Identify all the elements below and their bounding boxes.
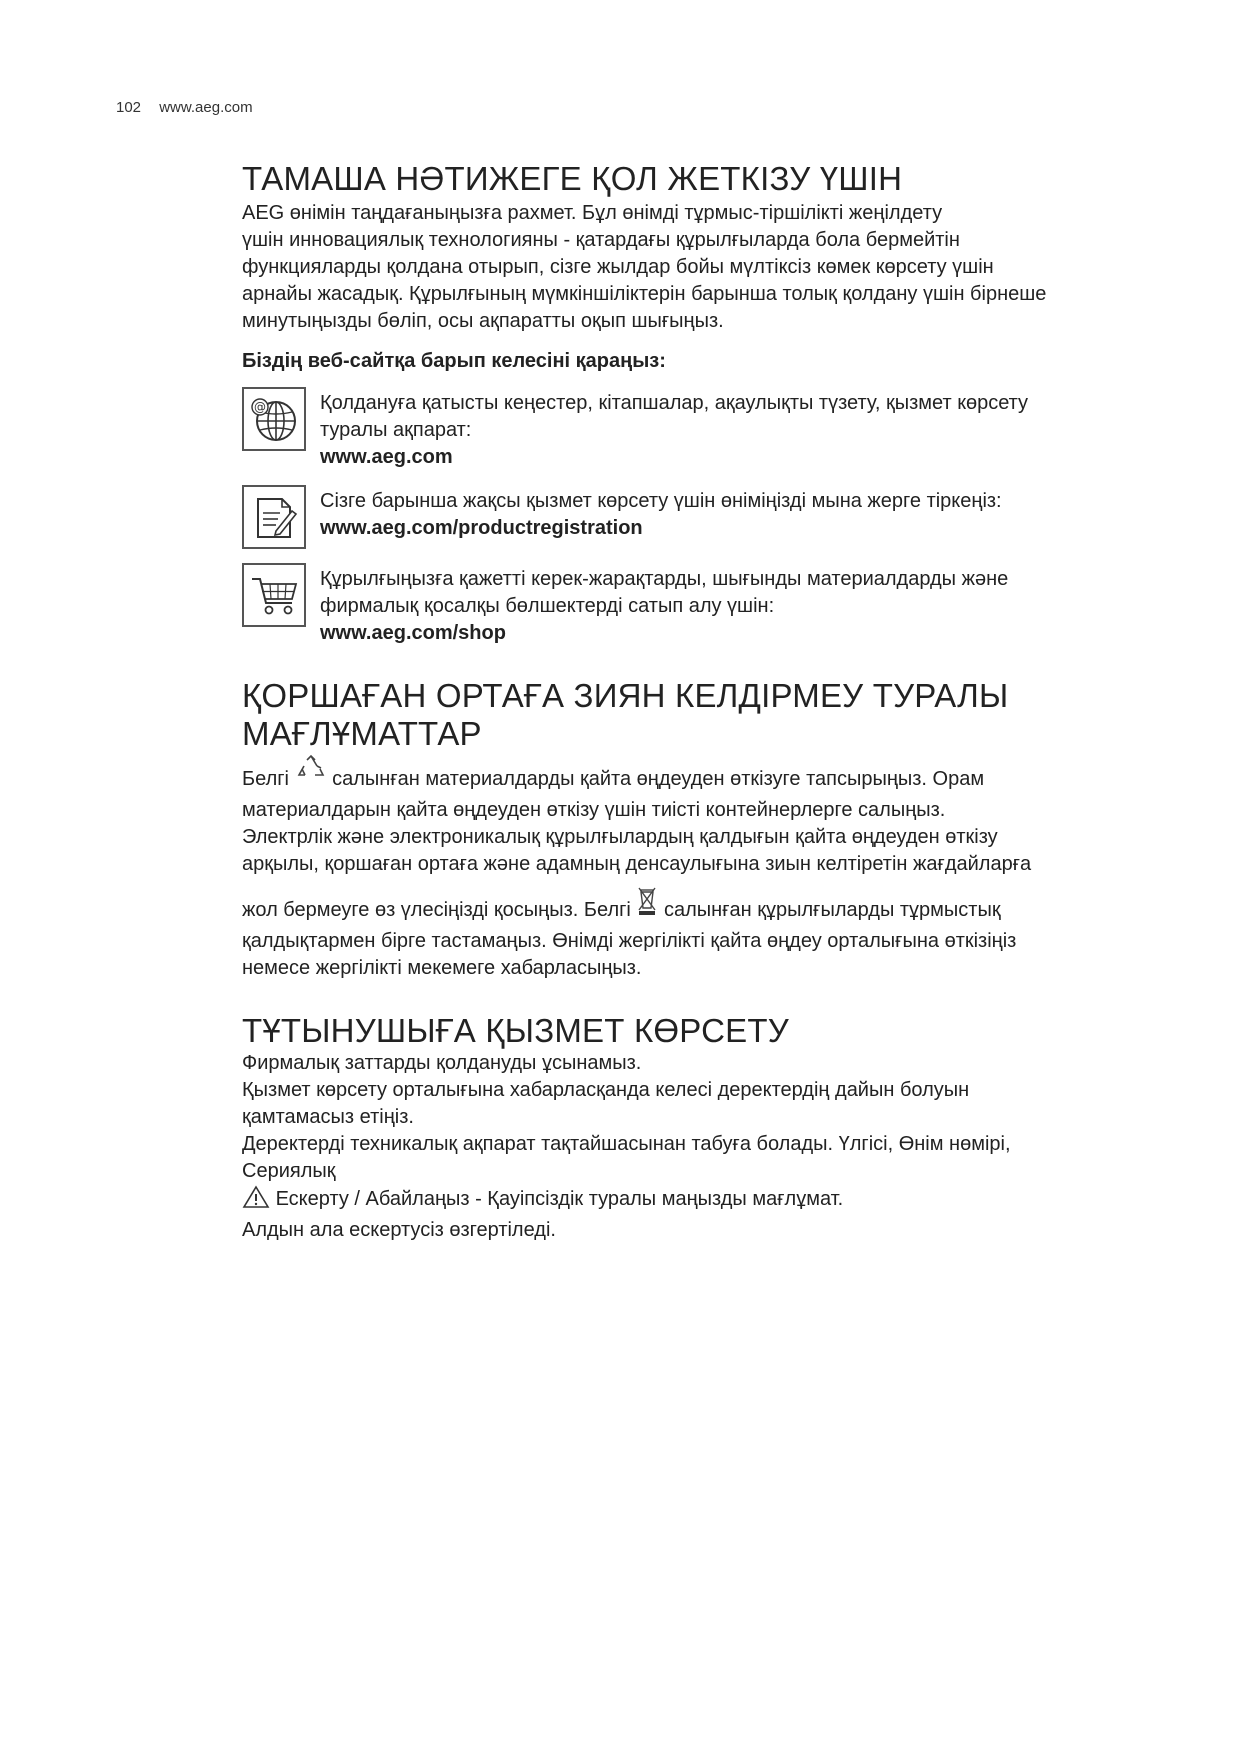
globe-icon [242,387,306,451]
header-site-url[interactable]: www.aeg.com [159,99,253,116]
service-line: Алдын ала ескертусіз өзгертіледі. [242,1219,556,1241]
environment-text: Белгі [242,768,289,790]
environment-text: салынған құрылғыларды тұрмыстық [664,899,1001,921]
page-header [116,99,253,116]
intro-line: минутыңызды бөліп, осы ақпаратты оқып шығыңыз. [242,310,724,332]
info-item-shop [242,563,1142,647]
registration-icon [242,485,306,549]
intro-paragraph [242,200,1142,335]
environment-line: арқылы, қоршаған ортаға және адамның денсаулығына зиын келтіретін жағдайларға [242,853,1032,875]
registration-line: Сізге барынша жақсы қызмет көрсету үшін өніміңізді мына жерге тіркеңіз: [320,490,1002,512]
support-line: туралы ақпарат: [320,419,472,441]
environment-line [242,886,1142,928]
environment-line: материалдарын қайта өңдеуден өткізу үшін тиісті контейнерлерге салыңыз. [242,799,946,821]
service-line: Фирмалық заттарды қолдануды ұсынамыз. [242,1052,642,1074]
intro-line: AEG өнімін таңдағаныңызға рахмет. Бұл өнімді тұрмыс-тіршілікті жеңілдету [242,202,943,224]
section-title-best-results: ТАМАША НӘТИЖЕГЕ ҚОЛ ЖЕТКІЗУ ҮШІН [242,160,903,197]
page-number: 102 [116,99,142,116]
environment-section [242,677,1142,982]
shop-line: Құрылғыңызға қажетті керек-жарақтарды, шығынды материалдарды және [320,568,1009,590]
support-line: Қолдануға қатысты кеңестер, кітапшалар, ақаулықты түзету, қызмет көрсету [320,392,1029,414]
environment-title-line2: МАҒЛҰМАТТАР [242,715,482,752]
intro-line: үшін инновациялық технологияны - қатардағы құрылғыларда бола бермейтін [242,229,960,251]
service-line: Деректерді техникалық ақпарат тақтайшасынан табуға болады. Үлгісі, Өнім нөмірі, [242,1133,1011,1155]
section-title-customer-service: ТҰТЫНУШЫҒА ҚЫЗМЕТ КӨРСЕТУ [242,1012,789,1049]
shop-link[interactable]: www.aeg.com/shop [320,622,506,644]
svg-text:@: @ [254,400,266,414]
info-item-registration [242,485,1142,549]
visit-website-label: Біздің веб-сайтқа барып келесіні қараңыз: [242,350,666,372]
service-line: Сериялық [242,1160,336,1182]
intro-line: арнайы жасадық. Құрылғының мүмкіншіліктерін барынша толық қолдану үшін бірнеше [242,283,1047,305]
service-line: қамтамасыз етіңіз. [242,1106,414,1128]
info-item-support [242,387,1142,471]
environment-title-line1: ҚОРШАҒАН ОРТАҒА ЗИЯН КЕЛДІРМЕУ ТУРАЛЫ [242,677,1009,714]
page-content [242,160,1142,1244]
environment-line: немесе жергілікті мекемеге хабарласыңыз. [242,957,642,979]
warning-text: Ескерту / Абайлаңыз - Қауіпсіздік туралы маңызды мағлұмат. [275,1188,844,1210]
registration-link[interactable]: www.aeg.com/productregistration [320,517,643,539]
environment-line: Электрлік және электроникалық құрылғылардың қалдығын қайта өңдеуден өткізу [242,826,998,848]
customer-service-section [242,1012,1142,1244]
environment-line: қалдықтармен бірге тастамаңыз. Өнімді жергілікті қайта өңдеу орталығына өткізіңіз [242,930,1017,952]
support-link[interactable]: www.aeg.com [320,446,453,468]
warning-icon [242,1185,270,1217]
environment-text: салынған материалдарды қайта өңдеуден өткізуге тапсырыңыз. Орам [332,768,985,790]
environment-text: жол бермеуге өз үлесіңізді қосыңыз. Белгі [242,899,631,921]
crossed-bin-icon [636,886,658,928]
section-title-environment [242,677,1142,753]
recycle-icon [295,753,327,797]
service-line: Қызмет көрсету орталығына хабарласқанда келесі деректердің дайын болуын [242,1079,970,1101]
shop-line: фирмалық қосалқы бөлшектерді сатып алу үшін: [320,595,775,617]
environment-line [242,753,1142,797]
intro-line: функцияларды қолдана отырып, сізге жылдар бойы мүлтіксіз көмек көрсету үшін [242,256,994,278]
shopping-cart-icon [242,563,306,627]
warning-line [242,1185,1142,1217]
